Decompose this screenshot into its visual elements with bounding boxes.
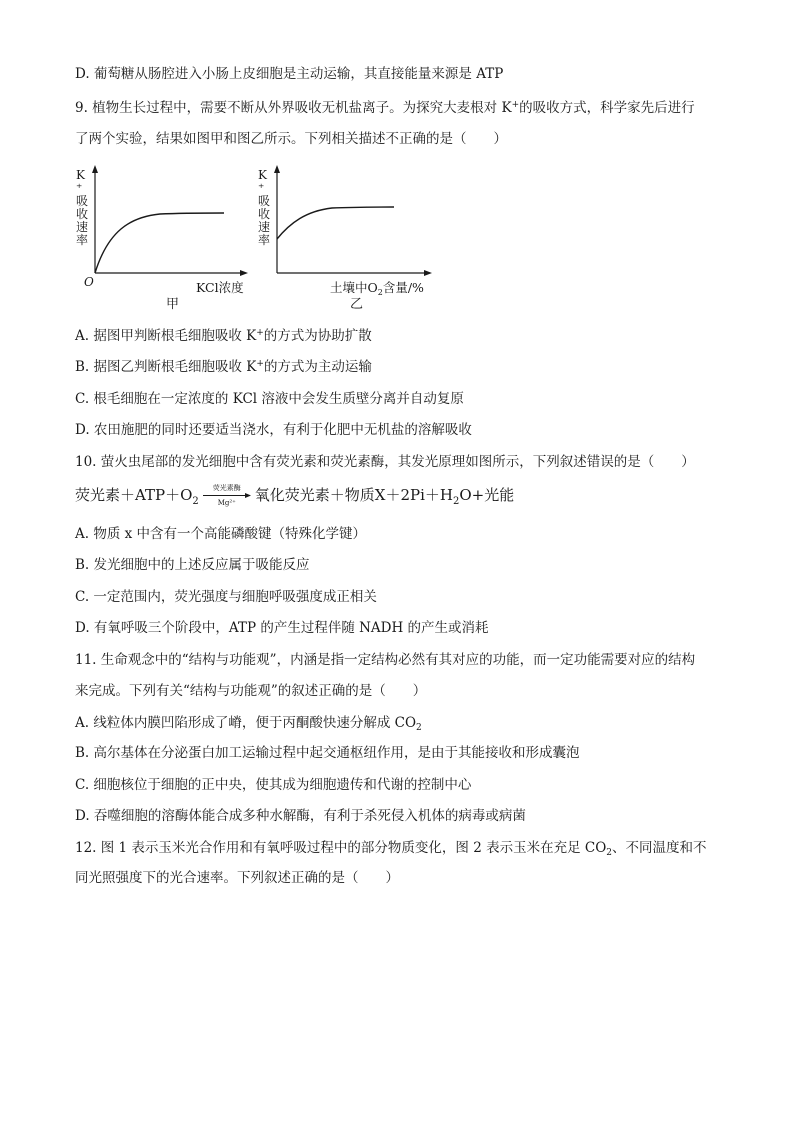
q9-stem-sup: + [511,100,520,110]
figure-a-x-arrow [240,270,248,276]
q9-option-b-sup: + [256,359,264,369]
figure-a-caption: 甲 [166,297,180,312]
reaction-arrow [203,484,251,507]
q11-option-a-text: A. 线粒体内膜凹陷形成了嵴，便于丙酮酸快速分解成 CO [75,715,417,731]
q10-option-a: A. 物质 x 中含有一个高能磷酸键（特殊化学键） [75,526,367,542]
figure-b-x-arrow [424,270,432,276]
q12-stem-sub: 2 [606,848,613,858]
q10-option-b: B. 发光细胞中的上述反应属于吸能反应 [75,557,310,573]
q10-stem: 10. 萤火虫尾部的发光细胞中含有荧光素和荧光素酶，其发光原理如图所示，下列叙述错误的是（ ） [75,454,695,470]
figure-b-xlabel: 土壤中$O_2$含量/% [330,280,424,297]
figure-a-origin: O [84,275,94,289]
q9-stem-line-2: 了两个实验，结果如图甲和图乙所示。下列相关描述不正确的是（ ） [75,131,507,147]
q11-option-d: D. 吞噬细胞的溶酶体能合成多种水解酶，有利于杀死侵入机体的病毒或病菌 [75,808,526,824]
figure-b-caption: 乙 [350,297,364,312]
arrow-bottom-label: Mg²⁺ [217,498,236,507]
figure-b-ylabel: K ⁺吸收速率 [258,168,271,247]
figure-b-curve [277,207,394,239]
q9-stem-text: 9. 植物生长过程中，需要不断从外界吸收无机盐离子。为探究大麦根对 K [75,100,512,116]
arrow-icon [203,492,251,499]
q11-stem-line-2: 来完成。下列有关“结构与功能观”的叙述正确的是（ ） [75,683,427,699]
q12-stem-tail: 、不同温度和不 [612,840,707,856]
figure-a-ylabel: K ⁺吸收速率 [76,168,89,247]
q10-equation [75,483,514,507]
figure-a-xlabel: KCl浓度 [196,280,244,295]
q11-option-a [75,713,422,733]
q10-option-c: C. 一定范围内，荧光强度与细胞呼吸强度成正相关 [75,589,377,605]
q9-option-c: C. 根毛细胞在一定浓度的 KCl 溶液中会发生质壁分离并自动复原 [75,391,464,407]
q9-option-b [75,357,372,377]
q9-option-a [75,326,372,346]
q9-option-a-tail: 的方式为协助扩散 [263,328,372,344]
equation-left: 荧光素$+ATP+O_2$ [75,486,199,507]
q8-option-d: D. 葡萄糖从肠腔进入小肠上皮细胞是主动运输，其直接能量来源是 ATP [75,66,504,82]
figure-a-curve [95,213,224,273]
q11-option-b: B. 高尔基体在分泌蛋白加工运输过程中起交通枢纽作用，是由于其能接收和形成囊泡 [75,745,580,761]
q9-stem-tail: 的吸收方式，科学家先后进行 [519,100,695,116]
equation-right: 氧化荧光素＋物质$X+2Pi+H_2O+$光能 [254,486,515,507]
q11-stem-line-1: 11. 生命观念中的“结构与功能观”，内涵是指一定结构必然有其对应的功能，而一定功能需要对应的结构 [75,652,696,668]
q9-option-b-text: B. 据图乙判断根毛细胞吸收 K [75,359,257,375]
q11-option-c: C. 细胞核位于细胞的正中央，使其成为细胞遗传和代谢的控制中心 [75,777,472,793]
q9-option-d: D. 农田施肥的同时还要适当浇水，有利于化肥中无机盐的溶解吸收 [75,422,472,438]
q9-stem-line-1 [75,98,695,118]
q9-option-a-text: A. 据图甲判断根毛细胞吸收 K [75,328,257,344]
q9-option-a-sup: + [256,328,264,338]
q12-stem-text: 12. 图 1 表示玉米光合作用和有氧呼吸过程中的部分物质变化，图 2 表示玉米在充足 CO [75,840,607,856]
q9-option-b-tail: 的方式为主动运输 [263,359,372,375]
figure-b-y-arrow [274,165,280,173]
q12-stem-line-1 [75,838,707,858]
figure-a [72,165,262,315]
figure-b [254,165,454,315]
q11-option-a-sub: 2 [416,723,422,733]
figure-a-y-arrow [92,165,98,173]
q10-option-d: D. 有氧呼吸三个阶段中，ATP 的产生过程伴随 NADH 的产生或消耗 [75,620,489,636]
arrow-top-label: 荧光素酶 [212,483,241,492]
q12-stem-line-2: 同光照强度下的光合速率。下列叙述正确的是（ ） [75,870,399,886]
